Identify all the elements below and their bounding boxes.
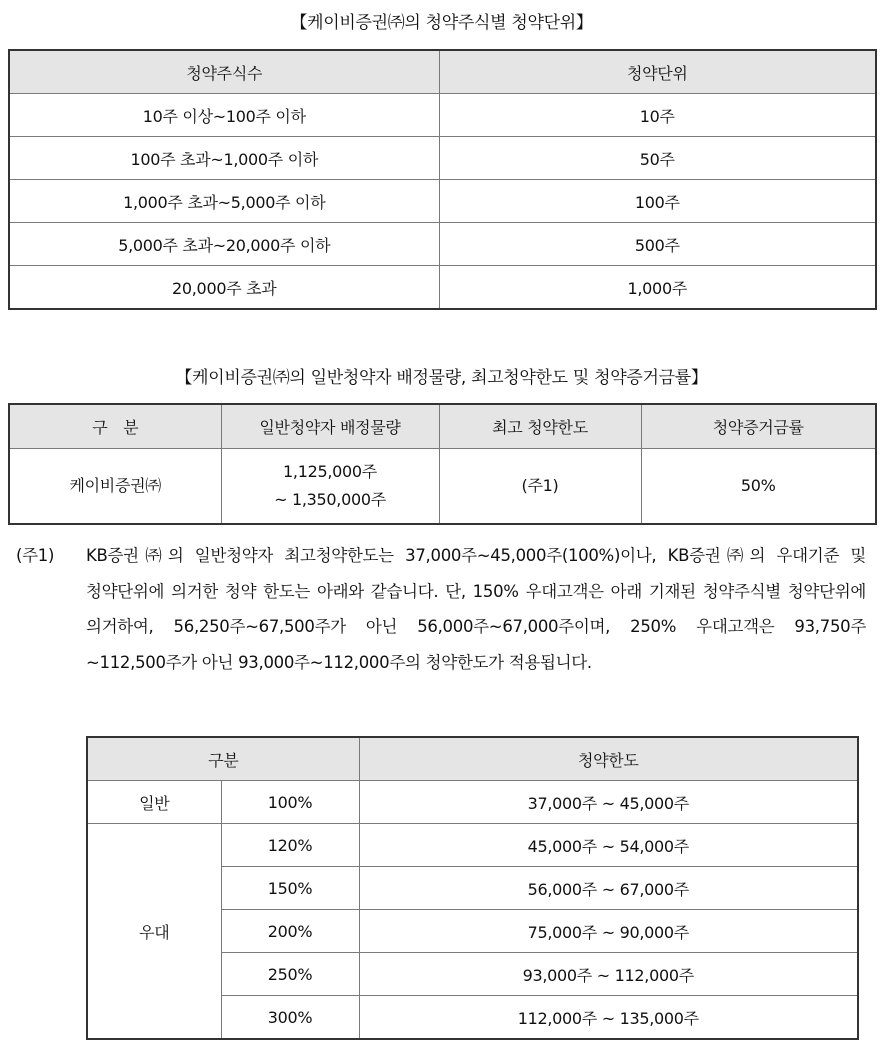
- unit-value: 500주: [439, 223, 876, 266]
- header-allocation: 일반청약자 배정물량: [221, 404, 439, 449]
- limit-range: 37,000주 ~ 45,000주: [359, 781, 858, 824]
- footnote-text: KB증권㈜의 일반청약자 최고청약한도는 37,000주~45,000주(100%)이나, KB증권㈜의 우대기준 및 청약단위에 의거한 청약 한도는 아래와 같습니다. 단, 150% 우대고객은 아래 기재된 청약주식별 청약단위에 의거하여, 56,250주~67,500주가 아닌 56,000주~67,000주이며, 250% 우대고객은 93,750주~112,500주가 아닌 93,000주~112,000주의 청약한도가 적용됩니다.: [86, 546, 866, 672]
- header-share-count: 청약주식수: [9, 50, 439, 94]
- table-row: [87, 781, 858, 824]
- ratio: 300%: [221, 996, 359, 1040]
- max-limit-note: (주1): [439, 449, 641, 525]
- share-range: 5,000주 초과~20,000주 이하: [9, 223, 439, 266]
- ratio: 250%: [221, 953, 359, 996]
- table-row: [87, 824, 858, 867]
- table-row: [9, 180, 876, 223]
- header-subscription-unit: 청약단위: [439, 50, 876, 94]
- allocation-table: [8, 403, 877, 525]
- table-header-row: [87, 737, 858, 781]
- table-row: [9, 94, 876, 137]
- table-header-row: [9, 50, 876, 94]
- unit-value: 10주: [439, 94, 876, 137]
- unit-value: 50주: [439, 137, 876, 180]
- table-row: [9, 137, 876, 180]
- header-limit: 청약한도: [359, 737, 858, 781]
- ratio: 200%: [221, 910, 359, 953]
- share-range: 1,000주 초과~5,000주 이하: [9, 180, 439, 223]
- header-max-limit: 최고 청약한도: [439, 404, 641, 449]
- table-row: [9, 449, 876, 525]
- unit-value: 1,000주: [439, 266, 876, 310]
- header-category: 구분: [87, 737, 359, 781]
- table2-title: 【케이비증권㈜의 일반청약자 배정물량, 최고청약한도 및 청약증거금률】: [175, 368, 708, 388]
- share-range: 20,000주 초과: [9, 266, 439, 310]
- margin-rate: 50%: [641, 449, 876, 525]
- header-margin-rate: 청약증거금률: [641, 404, 876, 449]
- subscription-limit-table: [86, 736, 859, 1040]
- limit-range: 75,000주 ~ 90,000주: [359, 910, 858, 953]
- share-range: 10주 이상~100주 이하: [9, 94, 439, 137]
- category-general: 일반: [87, 781, 221, 824]
- subscription-unit-table: [8, 49, 877, 310]
- unit-value: 100주: [439, 180, 876, 223]
- limit-range: 93,000주 ~ 112,000주: [359, 953, 858, 996]
- footnote-label: (주1): [16, 546, 55, 565]
- allocation-line2: ~ 1,350,000주: [274, 490, 386, 509]
- category-preferred: 우대: [87, 824, 221, 1040]
- share-range: 100주 초과~1,000주 이하: [9, 137, 439, 180]
- limit-range: 112,000주 ~ 135,000주: [359, 996, 858, 1040]
- ratio: 100%: [221, 781, 359, 824]
- limit-range: 45,000주 ~ 54,000주: [359, 824, 858, 867]
- limit-range: 56,000주 ~ 67,000주: [359, 867, 858, 910]
- allocation-cell: [221, 449, 439, 525]
- ratio: 120%: [221, 824, 359, 867]
- footnote: [16, 538, 866, 680]
- ratio: 150%: [221, 867, 359, 910]
- header-category: 구 분: [9, 404, 221, 449]
- table-header-row: [9, 404, 876, 449]
- table-row: [9, 223, 876, 266]
- table1-title: 【케이비증권㈜의 청약주식별 청약단위】: [290, 13, 593, 33]
- company-name: 케이비증권㈜: [9, 449, 221, 525]
- allocation-line1: 1,125,000주: [283, 462, 377, 481]
- table-row: [9, 266, 876, 310]
